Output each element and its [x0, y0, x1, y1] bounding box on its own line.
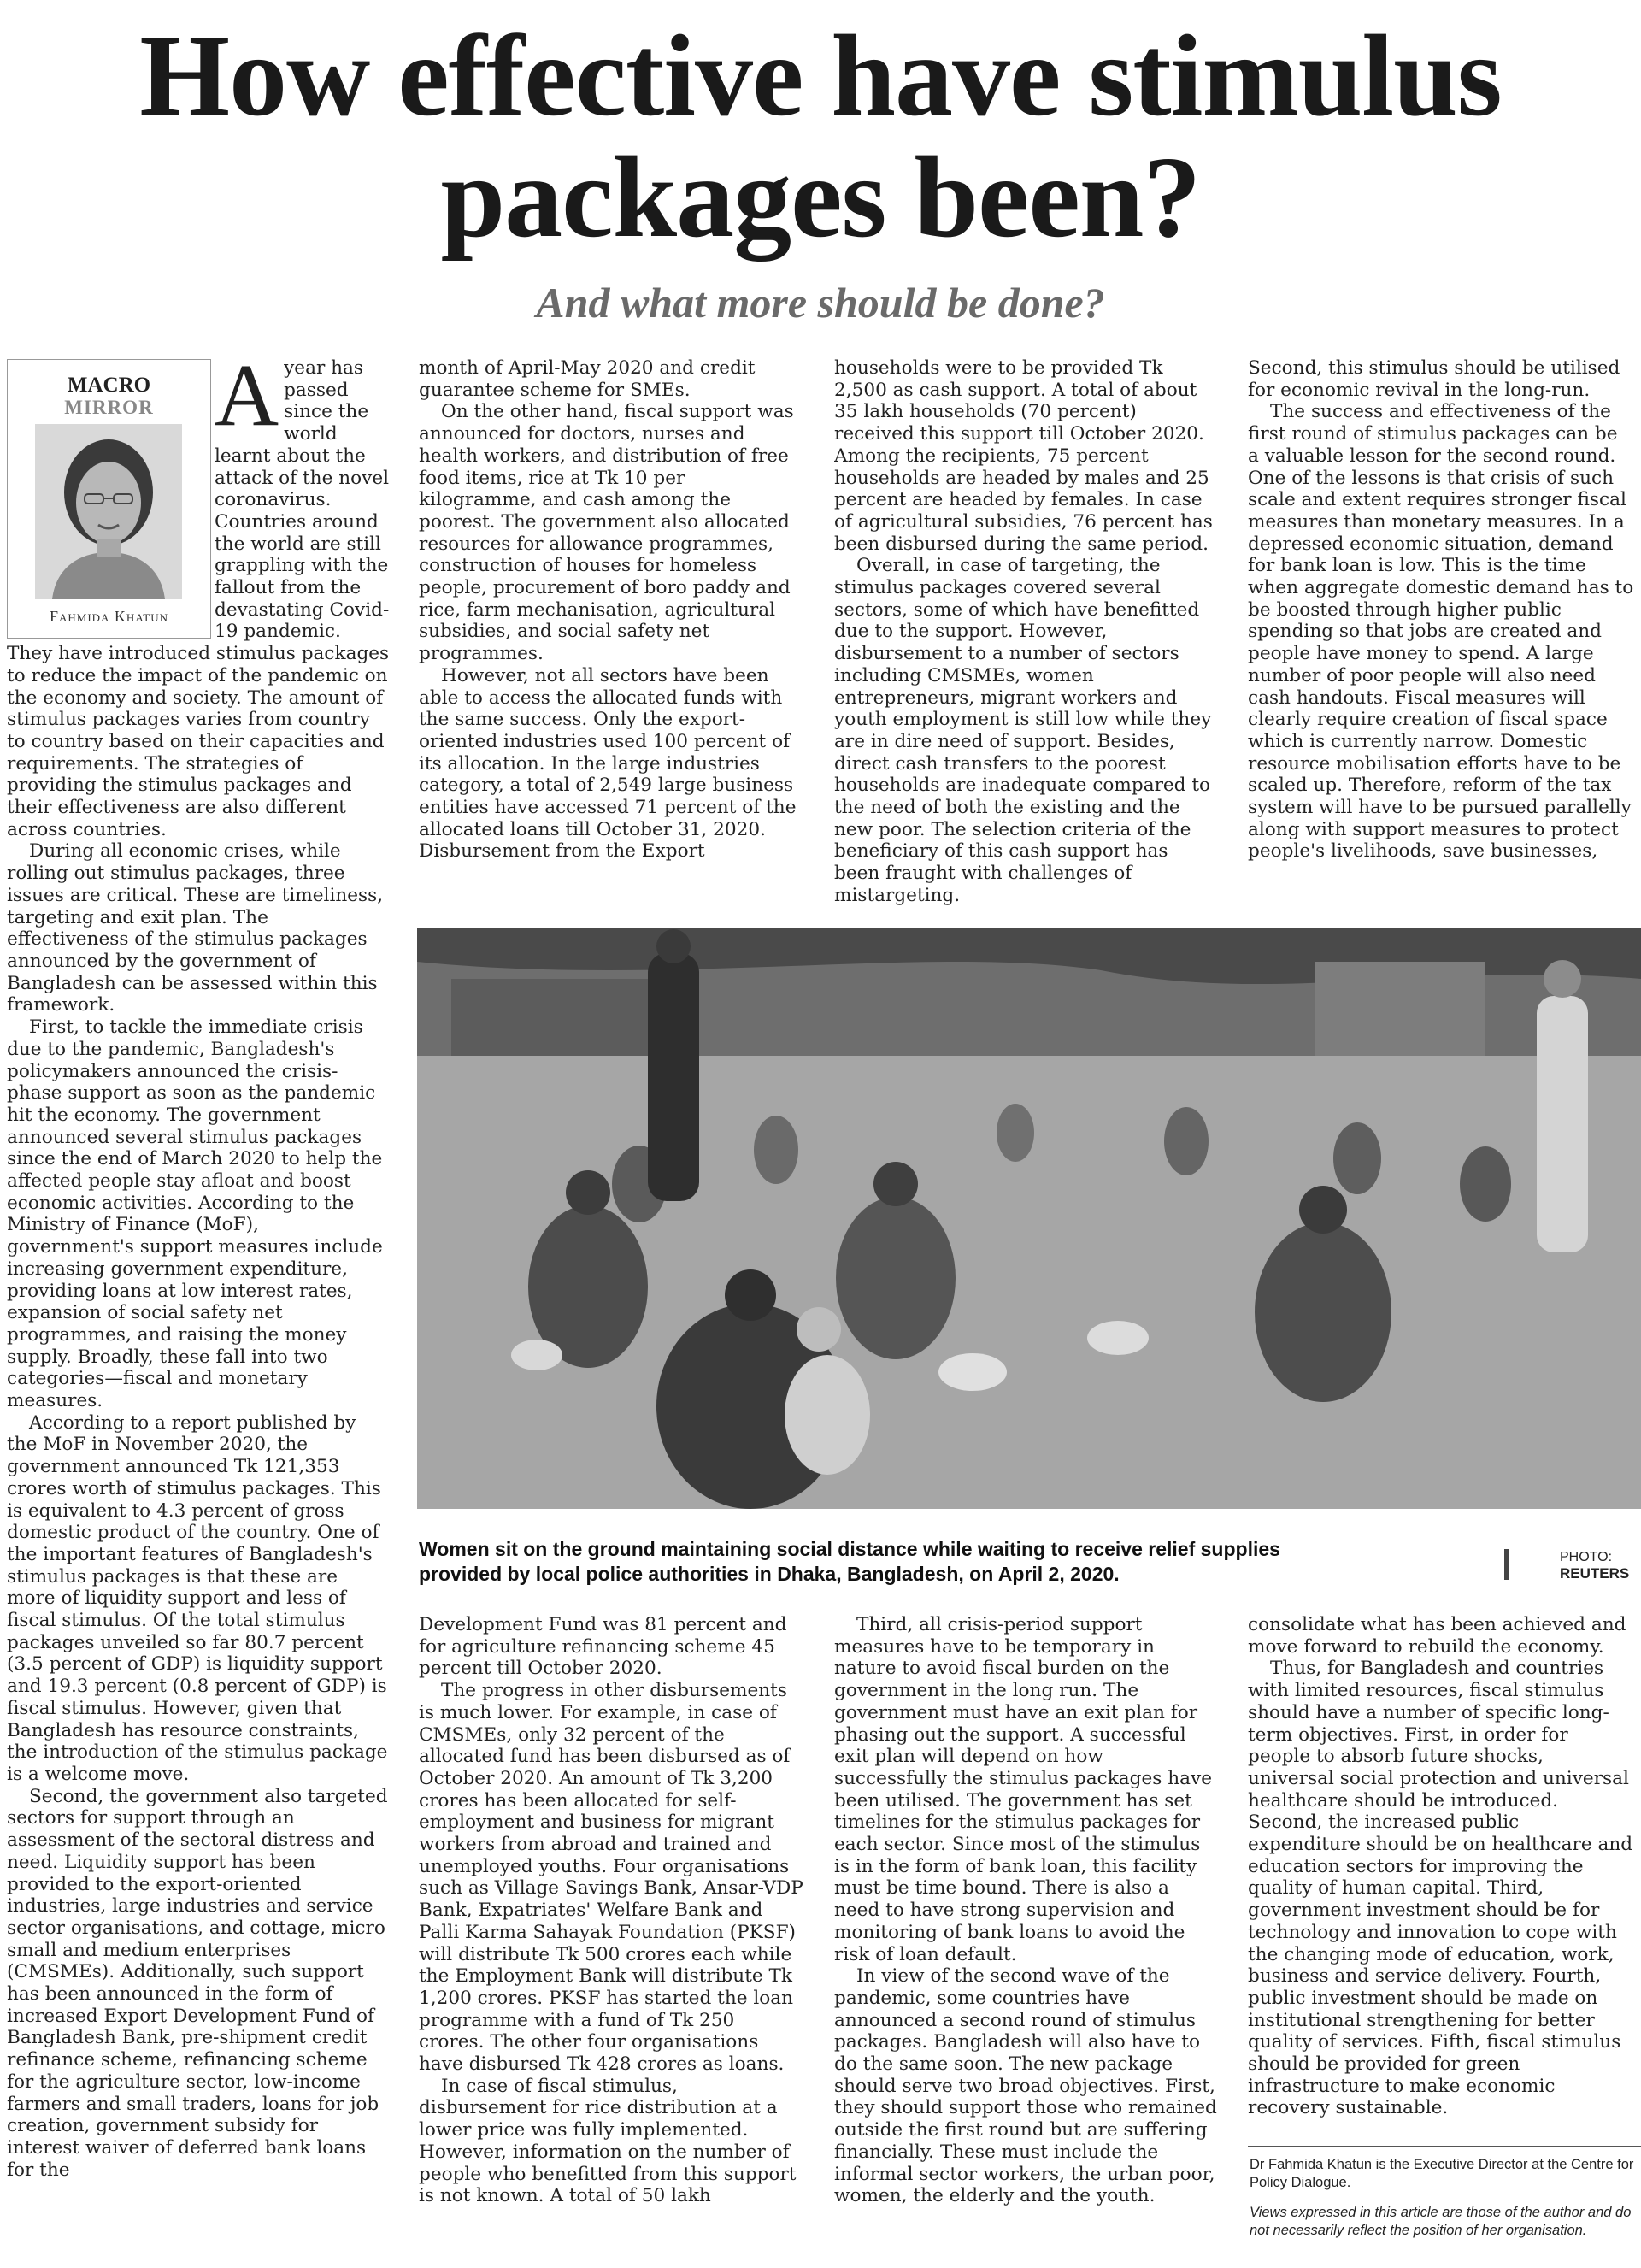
paragraph: In case of fiscal stimulus, disbursement for rice distribution at a lower price was fully implemented. However, information on the number of people who benefitted from this support is not known. A total of 50 lakh	[419, 2075, 797, 2207]
column-4-bottom	[1248, 1614, 1634, 2137]
news-photo	[417, 928, 1641, 1509]
photo-credit-source: REUTERS	[1560, 1565, 1630, 1582]
photo-credit	[1560, 1549, 1629, 1582]
paragraph: Third, all crisis-period support measures have to be temporary in nature to avoid fiscal burden on the government in the long run. The government must have an exit plan for phasing out the support. A successful exit plan will depend on how successfully the stimulus packages have been utilised. The government has set timelines for the stimulus packages for each sector. Since most of the stimulus is in the form of bank loan, this facility must be time bound. There is also a need to have strong supervision and monitoring of bank loans to avoid the risk of loan default.	[834, 1614, 1212, 1965]
paragraph: consolidate what has been achieved and move forward to rebuild the economy.	[1248, 1614, 1626, 1658]
paragraph: According to a report published by the MoF in November 2020, the government announced Tk 121,353 crores worth of stimulus packages. This is equivalent to 4.3 percent of gross domestic product of the country. One of the important features of Bangladesh's stimulus packages is that these are more of liquidity support and less of fiscal stimulus. Of the total stimulus packages unveiled so far 80.7 percent (3.5 percent of GDP) is liquidity support and 19.3 percent (0.8 percent of GDP) is fiscal stimulus. However, given that Bangladesh has resource constraints, the introduction of the stimulus package is a welcome move.	[7, 1411, 388, 1785]
paragraph: households were to be provided Tk 2,500 as cash support. A total of about 35 lakh households (70 percent) received this support till October 2020. Among the recipients, 75 percent households are headed by males and 25 percent are headed by females. In case of agricultural subsidies, 76 percent has been disbursed during the same period.	[834, 357, 1213, 555]
photo-credit-label: PHOTO:	[1560, 1550, 1613, 1564]
column-name-secondary: MIRROR	[64, 397, 154, 418]
paragraph: Overall, in case of targeting, the stimulus packages covered several sectors, some of which have benefitted due to the support. However, disbursement to a number of sectors including CMSMEs, women entrepreneurs, migrant workers and youth employment is still low while they are in dire need of support. Besides, direct cash transfers to the poorest households are inadequate compared to the need of both the existing and the new poor. The selection criteria of the beneficiary of this cash support has been fraught with challenges of mistargeting.	[834, 555, 1212, 906]
paragraph: Second, this stimulus should be utilised for economic revival in the long-run.	[1248, 357, 1620, 401]
paragraph: year has passed since the world learnt about the attack of the novel coronavirus. Countries around the world are still grappling with the fallout from the devastating Covid-19 pandemic. They have introduced stimulus packages to reduce the impact of the pandemic on the economy and society. The amount of stimulus packages varies from country to country based on their capacities and requirements. The strategies of providing the stimulus packages and their effectiveness are also different across countries.	[7, 357, 390, 840]
paragraph: Development Fund was 81 percent and for agriculture refinancing scheme 45 percent till October 2020.	[419, 1614, 787, 1680]
paragraph: month of April-May 2020 and credit guarantee scheme for SMEs.	[419, 357, 756, 401]
byline-spacer	[7, 357, 215, 639]
column-3-bottom	[834, 1614, 1219, 2264]
author-name: Fahmida Khatun	[49, 608, 168, 625]
column-2-bottom	[419, 1614, 803, 2264]
footnote-divider	[1248, 2146, 1641, 2147]
subheadline: And what more should be done?	[536, 279, 1105, 327]
paragraph: Thus, for Bangladesh and countries with limited resources, fiscal stimulus should have a number of specific long-term objectives. First, in order for people to absorb future shocks, universal social protection and universal healthcare should be introduced. Second, the increased public expenditure should be on healthcare and education sectors for improving the quality of human capital. Third, government investment should be for technology and innovation to cope with the changing mode of education, work, business and service delivery. Fourth, public investment should be made on institutional strengthening for better quality of services. Fifth, fiscal stimulus should be provided for green infrastructure to make economic recovery sustainable.	[1248, 1658, 1633, 2119]
paragraph: However, not all sectors have been able to access the allocated funds with the same success. Only the export-oriented industries used 100 percent of its allocation. In the large industries category, a total of 2,549 large business entities have accessed 71 percent of the allocated loans till October 31, 2020. Disbursement from the Export	[419, 664, 797, 863]
caption-divider	[1504, 1549, 1509, 1580]
headline: How effective have stimulus packages been?	[139, 12, 1502, 262]
column-3-top	[834, 357, 1219, 909]
disclaimer: Views expressed in this article are those of the author and do not necessarily reflect the position of her organisation.	[1250, 2205, 1632, 2238]
drop-cap: A	[215, 357, 279, 445]
paragraph: During all economic crises, while rolling out stimulus packages, three issues are critical. These are timeliness, targeting and exit plan. The effectiveness of the stimulus packages announced by the government of Bangladesh can be assessed within this framework.	[7, 840, 384, 1016]
paragraph: Second, the government also targeted sectors for support through an assessment of the sectoral distress and need. Liquidity support has been provided to the export-oriented industries, large industries and service sector organisations, and cottage, micro small and medium enterprises (CMSMEs). Additionally, such support has been announced in the form of increased Export Development Fund of Bangladesh Bank, pre-shipment credit refinance scheme, refinancing scheme for the agriculture sector, low-income farmers and small traders, loans for job creation, government subsidy for interest waiver of deferred bank loans for the	[7, 1785, 388, 2181]
paragraph: The progress in other disbursements is much lower. For example, in case of CMSMEs, only 32 percent of the allocated fund has been disbursed as of October 2020. An amount of Tk 3,200 crores has been allocated for self-employment and business for migrant workers from abroad and trained and unemployed youths. Four organisations such as Village Savings Bank, Ansar-VDP Bank, Expatriates' Welfare Bank and Palli Karma Sahayak Foundation (PKSF) will distribute Tk 500 crores each while the Employment Bank will distribute Tk 1,200 crores. PKSF has started the loan programme with a fund of Tk 250 crores. The other four organisations have disbursed Tk 428 crores as loans.	[419, 1680, 803, 2076]
paragraph: In view of the second wave of the pandemic, some countries have announced a second round of stimulus packages. Bangladesh will also have to do the same soon. The new package should serve two broad objectives. First, they should support those who remained outside the first round but are suffering financially. These must include the informal sector workers, the urban poor, women, the elderly and the youth.	[834, 1965, 1217, 2207]
column-2-top	[419, 357, 803, 909]
paragraph: The success and effectiveness of the first round of stimulus packages can be a valuable lesson for the second round. One of the lessons is that crisis of such scale and extent requires stronger fiscal measures than monetary measures. In a depressed economic situation, demand for bank loan is low. This is the time when aggregate domestic demand has to be boosted through higher public spending so that jobs are created and people have money to spend. A large number of poor people will also need cash handouts. Fiscal measures will clearly require creation of fiscal space which is currently narrow. Domestic resource mobilisation efforts have to be scaled up. Therefore, reform of the tax system will have to be pursued parallelly along with support measures to protect people's livelihoods, save businesses,	[1248, 401, 1634, 863]
photo-caption: Women sit on the ground maintaining social distance while waiting to receive relief supplies provided by local police authorities in Dhaka, Bangladesh, on April 2, 2020.	[419, 1538, 1280, 1585]
column-name-primary: MACRO	[67, 374, 151, 397]
column-4-top	[1248, 357, 1634, 909]
author-note: Dr Fahmida Khatun is the Executive Director at the Centre for Policy Dialogue.	[1250, 2157, 1634, 2190]
column-1	[7, 357, 390, 2264]
paragraph: On the other hand, fiscal support was announced for doctors, nurses and health workers, and distribution of free food items, rice at Tk 10 per kilogramme, and cash among the poorest. The government also allocated resources for allowance programmes, construction of houses for homeless people, procurement of boro paddy and rice, farm mechanisation, agricultural subsidies, and social safety net programmes.	[419, 401, 794, 665]
paragraph: First, to tackle the immediate crisis due to the pandemic, Bangladesh's policymakers announced the crisis-phase support as soon as the pandemic hit the economy. The government announced several stimulus packages since the end of March 2020 to help the affected people stay afloat and boost economic activities. According to the Ministry of Finance (MoF), government's support measures include increasing government expenditure, providing loans at low interest rates, expansion of social safety net programmes, and raising the money supply. Broadly, these fall into two categories—fiscal and monetary measures.	[7, 1016, 383, 1412]
